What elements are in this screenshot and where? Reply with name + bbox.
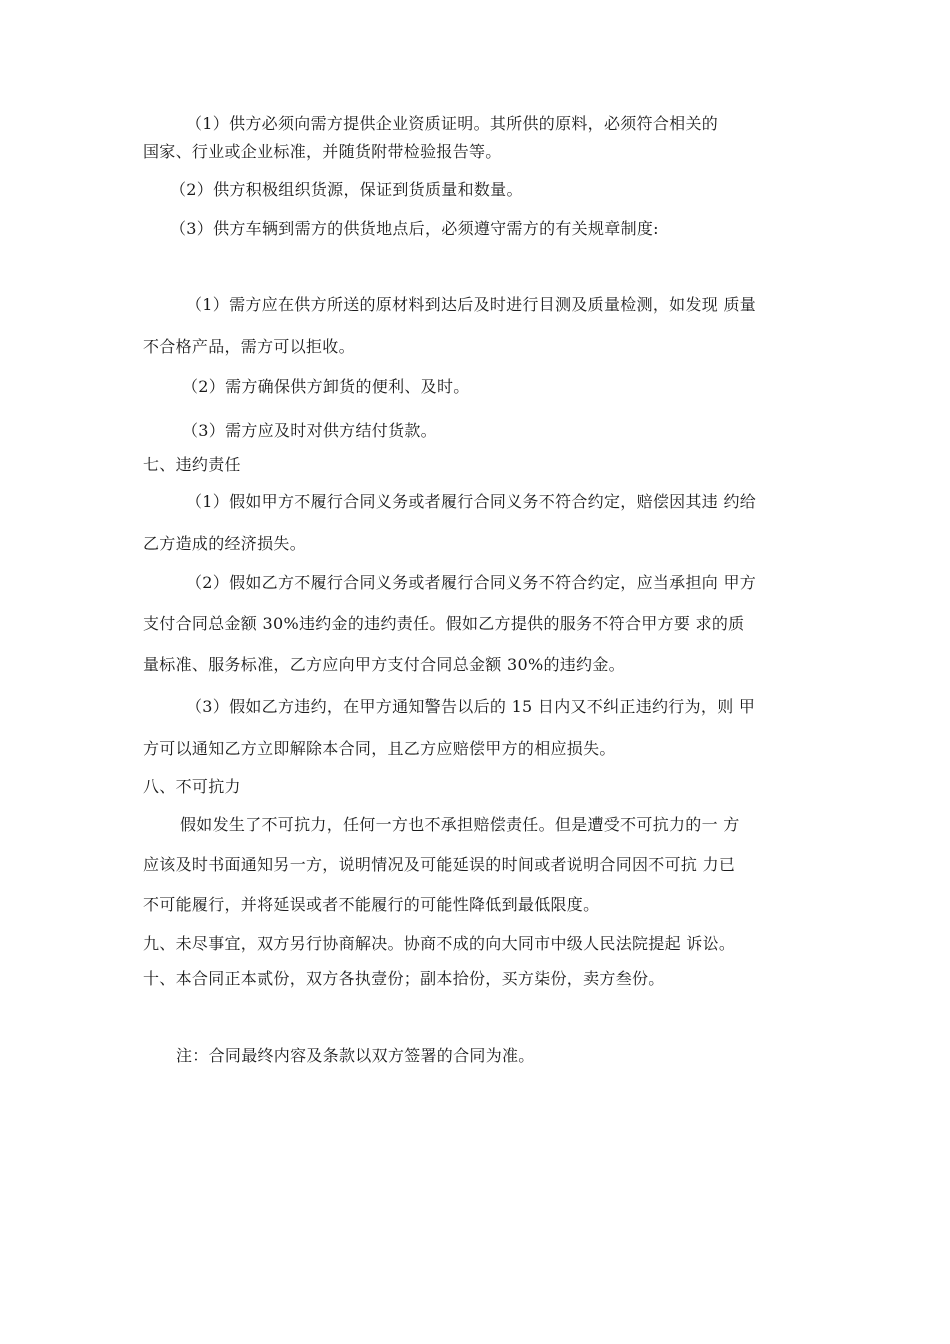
supplier-clause-1-line-2: 国家、行业或企业标准，并随货附带检验报告等。 (143, 142, 502, 161)
section-8-line-3: 不可能履行，并将延误或者不能履行的可能性降低到最低限度。 (143, 895, 600, 914)
section-10: 十、本合同正本贰份，双方各执壹份；副本拾份，买方柒份，卖方叁份。 (143, 969, 665, 988)
section-7-clause-1-line-2: 乙方造成的经济损失。 (143, 534, 307, 553)
buyer-clause-2: （2）需方确保供方卸货的便利、及时。 (182, 377, 470, 396)
supplier-clause-2: （2）供方积极组织货源，保证到货质量和数量。 (170, 180, 523, 199)
section-9: 九、未尽事宜，双方另行协商解决。协商不成的向大同市中级人民法院提起 诉讼。 (143, 934, 736, 953)
section-7-clause-3-line-2: 方可以通知乙方立即解除本合同，且乙方应赔偿甲方的相应损失。 (143, 739, 616, 758)
supplier-clause-1-line-1: （1）供方必须向需方提供企业资质证明。其所供的原料，必须符合相关的 (186, 114, 719, 133)
buyer-clause-1-line-2: 不合格产品，需方可以拒收。 (143, 337, 355, 356)
buyer-clause-1-line-1: （1）需方应在供方所送的原材料到达后及时进行目测及质量检测，如发现 质量 (186, 295, 757, 314)
section-7-clause-3-line-1: （3）假如乙方违约，在甲方通知警告以后的 15 日内又不纠正违约行为，则 甲 (186, 697, 756, 716)
section-8-line-2: 应该及时书面通知另一方，说明情况及可能延误的时间或者说明合同因不可抗 力已 (143, 855, 736, 874)
section-7-heading: 七、违约责任 (143, 455, 241, 474)
section-8-line-1: 假如发生了不可抗力，任何一方也不承担赔偿责任。但是遭受不可抗力的一 方 (180, 815, 740, 834)
section-7-clause-2-line-1: （2）假如乙方不履行合同义务或者履行合同义务不符合约定，应当承担向 甲方 (186, 573, 757, 592)
section-7-clause-2-line-2: 支付合同总金额 30%违约金的违约责任。假如乙方提供的服务不符合甲方要 求的质 (143, 614, 745, 633)
section-8-heading: 八、不可抗力 (143, 777, 241, 796)
closing-note: 注：合同最终内容及条款以双方签署的合同为准。 (176, 1046, 535, 1065)
section-7-clause-2-line-3: 量标准、服务标准，乙方应向甲方支付合同总金额 30%的违约金。 (143, 655, 625, 674)
supplier-clause-3: （3）供方车辆到需方的供货地点后，必须遵守需方的有关规章制度: (170, 219, 659, 238)
buyer-clause-3: （3）需方应及时对供方结付货款。 (182, 421, 437, 440)
section-7-clause-1-line-1: （1）假如甲方不履行合同义务或者履行合同义务不符合约定，赔偿因其违 约给 (186, 492, 757, 511)
